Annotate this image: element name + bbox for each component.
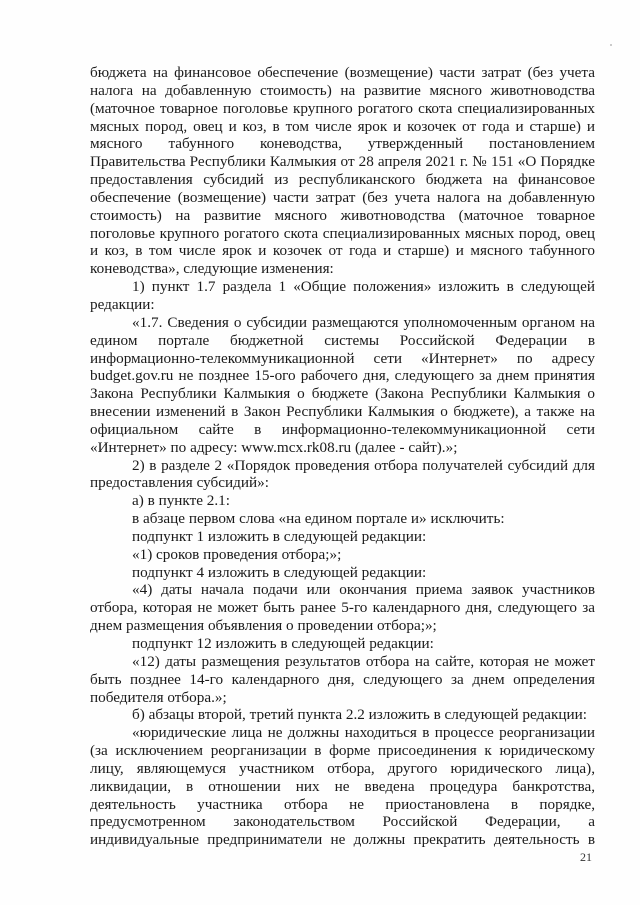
text-line: предоставления субсидий из республиканского бюджета на финансовое	[90, 171, 595, 189]
text-line: стоимость) на развитие мясного животноводства (маточное товарное	[90, 206, 595, 224]
text-line: и коз, в том числе ярок и козочек от года и старше) и мясного табунного	[90, 242, 595, 260]
text-line: в абзаце первом слова «на едином портале и» исключить:	[132, 510, 505, 528]
text-line: поголовье крупного рогатого скота специализированных мясных пород, овец	[90, 224, 595, 242]
page-number: 21	[580, 850, 592, 864]
text-line: «юридические лица не должны находиться в процессе реорганизации	[132, 724, 595, 742]
text-line: мясного табунного коневодства, утвержденный постановлением	[90, 135, 595, 153]
text-line: информационно-телекоммуникационной сети «Интернет» по адресу	[90, 349, 595, 367]
text-line: (за исключением реорганизации в форме присоединения к юридическому	[90, 742, 595, 760]
text-line: отбора, которая не может быть ранее 5-го календарного дня, следующего за	[90, 599, 595, 617]
text-line: коневодства», следующие изменения:	[90, 260, 334, 278]
text-line: 1) пункт 1.7 раздела 1 «Общие положения» изложить в следующей	[132, 278, 595, 296]
text-line: предусмотренном законодательством Российской Федерации, а	[90, 813, 595, 831]
scan-speck	[610, 44, 612, 46]
text-line: лицу, являющемуся участником отбора, другого юридического лица),	[90, 759, 595, 777]
text-line: «12) даты размещения результатов отбора на сайте, которая не может	[132, 652, 595, 670]
text-line: предоставления субсидий»:	[90, 474, 269, 492]
text-line: (маточное товарное поголовье крупного рогатого скота специализированных	[90, 99, 595, 117]
text-line: быть позднее 14-го календарного дня, следующего за днем определения	[90, 670, 595, 688]
text-line: подпункт 4 изложить в следующей редакции:	[132, 563, 427, 581]
text-line: мясных пород, овец и коз, в том числе ярок и козочек от года и старше) и	[90, 117, 595, 135]
text-line: подпункт 1 изложить в следующей редакции:	[132, 527, 427, 545]
text-line: бюджета на финансовое обеспечение (возмещение) части затрат (без учета	[90, 64, 595, 81]
text-line: а) в пункте 2.1:	[132, 492, 230, 510]
text-line: едином портале бюджетной системы Российской Федерации в	[90, 331, 595, 349]
text-line: «Интернет» по адресу: www.mcx.rk08.ru (далее - сайт).»;	[90, 438, 458, 456]
text-line: деятельность участника отбора не приостановлена в порядке,	[90, 795, 595, 813]
text-line: «1.7. Сведения о субсидии размещаются уполномоченным органом на	[132, 313, 595, 331]
text-line: редакции:	[90, 295, 155, 313]
text-line: официальном сайте в информационно-телекоммуникационной сети	[90, 420, 595, 438]
document-body	[90, 64, 595, 849]
text-line: Закона Республики Калмыкия о бюджете (Закона Республики Калмыкия о	[90, 385, 595, 403]
text-line: б) абзацы второй, третий пункта 2.2 изложить в следующей редакции:	[132, 706, 588, 724]
text-line: budget.gov.ru не позднее 15-ого рабочего дня, следующего за днем принятия	[90, 367, 595, 385]
text-line: налога на добавленную стоимость) на развитие мясного животноводства	[90, 81, 595, 99]
text-line: индивидуальные предприниматели не должны прекратить деятельность в	[90, 831, 595, 849]
text-line: победителя отбора.»;	[90, 688, 227, 706]
text-line: обеспечение (возмещение) части затрат (без учета налога на добавленную	[90, 188, 595, 206]
text-line: ликвидации, в отношении них не введена процедура банкротства,	[90, 777, 595, 795]
text-line: Правительства Республики Калмыкия от 28 апреля 2021 г. № 151 «О Порядке	[90, 153, 595, 171]
text-line: внесении изменений в Закон Республики Калмыкия о бюджете), а также на	[90, 403, 595, 421]
text-line: «4) даты начала подачи или окончания приема заявок участников	[132, 581, 595, 599]
text-line: 2) в разделе 2 «Порядок проведения отбора получателей субсидий для	[132, 456, 595, 474]
text-line: «1) сроков проведения отбора;»;	[132, 545, 342, 563]
text-line: днем размещения объявления о проведении отбора;»;	[90, 617, 437, 635]
text-line: подпункт 12 изложить в следующей редакции:	[132, 635, 434, 652]
